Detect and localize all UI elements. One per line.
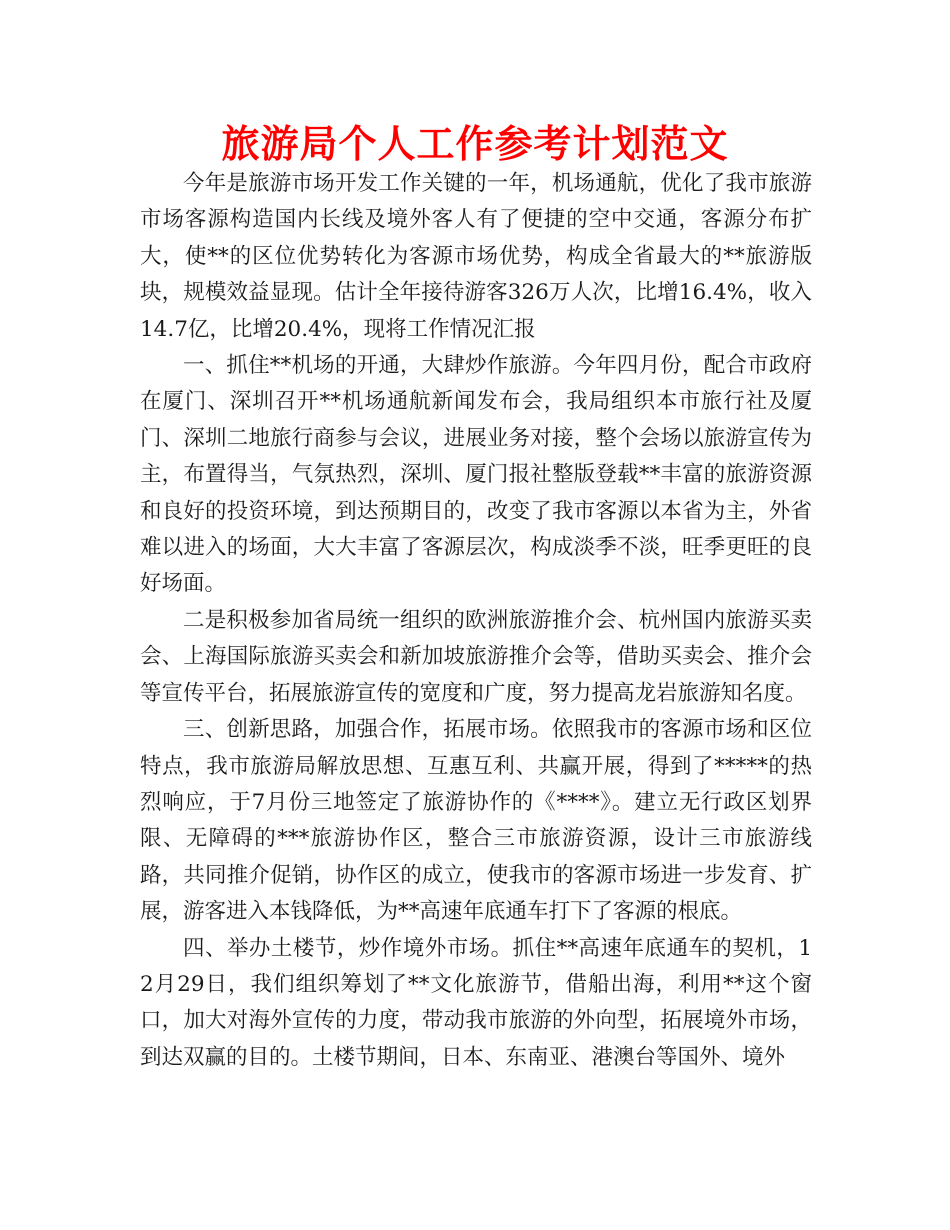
paragraph-cooperation: 三、创新思路，加强合作，拓展市场。依照我市的客源市场和区位特点，我市旅游局解放思想、互惠互利、共赢开展，得到了*****的热烈响应，于7月份三地签定了旅游协作的《****》。建立无行政区划界限、无障碍的***旅游协作区，整合三市旅游资源，设计三市旅游线路，共同推介促销，协作区的成立，使我市的客源市场进一步发育、扩展，游客进入本钱降低，为**高速年底通车打下了客源的根底。 <box>140 717 812 925</box>
paragraph-intro: 今年是旅游市场开发工作关键的一年，机场通航，优化了我市旅游市场客源构造国内长线及境外客人有了便捷的空中交通，客源分布扩大，使**的区位优势转化为客源市场优势，构成全省最大的**旅游版块，规模效益显现。估计全年接待游客326万人次，比增16.4%，收入14.7亿，比增20.4%，现将工作情况汇报 <box>140 171 812 342</box>
paragraph-tulou-festival: 四、举办土楼节，炒作境外市场。抓住**高速年底通车的契机，12月29日，我们组织筹划了**文化旅游节，借船出海，利用**这个窗口，加大对海外宣传的力度，带动我市旅游的外向型，拓展境外市场，到达双赢的目的。土楼节期间，日本、东南亚、港澳台等国外、境外 <box>140 935 812 1070</box>
document-title: 旅游局个人工作参考计划范文 <box>221 122 729 166</box>
paragraph-trade-fairs: 二是积极参加省局统一组织的欧洲旅游推介会、杭州国内旅游买卖会、上海国际旅游买卖会和新加坡旅游推介会等，借助买卖会、推介会等宣传平台，拓展旅游宣传的宽度和广度，努力提高龙岩旅游知名度。 <box>140 607 812 706</box>
paragraph-airport: 一、抓住**机场的开通，大肆炒作旅游。今年四月份，配合市政府在厦门、深圳召开**机场通航新闻发布会，我局组织本市旅行社及厦门、深圳二地旅行商参与会议，进展业务对接，整个会场以旅游宣传为主，布置得当，气氛热烈，深圳、厦门报社整版登载**丰富的旅游资源和良好的投资环境，到达预期目的，改变了我市客源以本省为主，外省难以进入的场面，大大丰富了客源层次，构成淡季不淡，旺季更旺的良好场面。 <box>140 353 812 597</box>
document-body <box>140 166 812 1076</box>
